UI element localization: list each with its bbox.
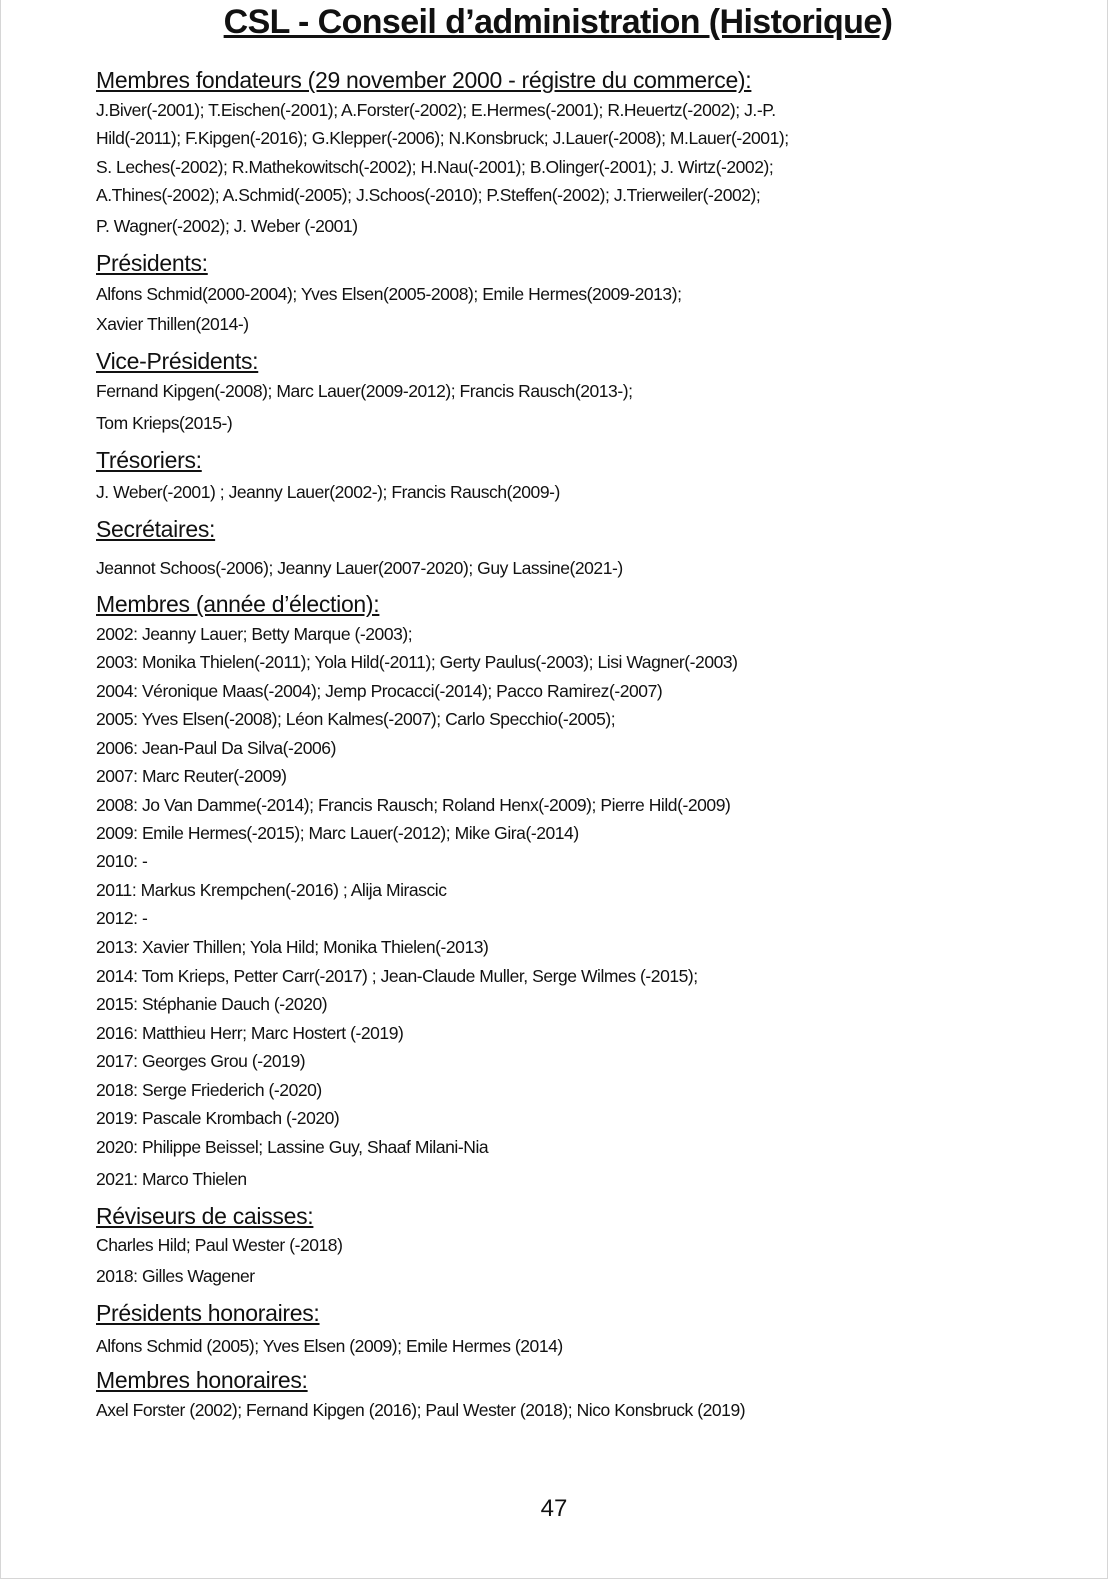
vice-presidents-line: Fernand Kipgen(-2008); Marc Lauer(2009-2012); Francis Rausch(2013-); xyxy=(96,381,633,401)
section-heading-presidents-honoraires: Présidents honoraires: xyxy=(96,1300,320,1326)
vice-presidents-line: Tom Krieps(2015-) xyxy=(96,413,233,433)
reviseurs-line: Charles Hild; Paul Wester (-2018) xyxy=(96,1235,343,1255)
fondateurs-line: A.Thines(-2002); A.Schmid(-2005); J.Schoos(-2010); P.Steffen(-2002); J.Trierweiler(-2002); xyxy=(96,185,761,205)
section-heading-secretaires: Secrétaires: xyxy=(96,516,216,542)
page-title: CSL - Conseil d’administration (Historique) xyxy=(223,3,893,41)
reviseurs-line: 2018: Gilles Wagener xyxy=(96,1266,255,1286)
membres-line: 2006: Jean-Paul Da Silva(-2006) xyxy=(96,738,336,758)
membres-line: 2019: Pascale Krombach (-2020) xyxy=(96,1108,340,1128)
membres-line: 2011: Markus Krempchen(-2016) ; Alija Mirascic xyxy=(96,880,447,900)
membres-line: 2017: Georges Grou (-2019) xyxy=(96,1051,306,1071)
fondateurs-line: J.Biver(-2001); T.Eischen(-2001); A.Forster(-2002); E.Hermes(-2001); R.Heuertz(-2002); J.-P. xyxy=(96,100,776,120)
section-heading-reviseurs: Réviseurs de caisses: xyxy=(96,1203,314,1229)
membres-line: 2021: Marco Thielen xyxy=(96,1169,247,1189)
secretaires-line: Jeannot Schoos(-2006); Jeanny Lauer(2007-2020); Guy Lassine(2021-) xyxy=(96,558,623,578)
fondateurs-line: Hild(-2011); F.Kipgen(-2016); G.Klepper(-2006); N.Konsbruck; J.Lauer(-2008); M.Lauer(-2001); xyxy=(96,128,789,148)
membres-line: 2014: Tom Krieps, Petter Carr(-2017) ; Jean-Claude Muller, Serge Wilmes (-2015); xyxy=(96,966,698,986)
membres-line: 2018: Serge Friederich (-2020) xyxy=(96,1080,322,1100)
membres-line: 2020: Philippe Beissel; Lassine Guy, Shaaf Milani-Nia xyxy=(96,1137,489,1157)
tresoriers-line: J. Weber(-2001) ; Jeanny Lauer(2002-); Francis Rausch(2009-) xyxy=(96,482,560,502)
section-heading-vice-presidents: Vice-Présidents: xyxy=(96,348,259,374)
membres-line: 2007: Marc Reuter(-2009) xyxy=(96,766,287,786)
membres-line: 2003: Monika Thielen(-2011); Yola Hild(-2011); Gerty Paulus(-2003); Lisi Wagner(-2003) xyxy=(96,652,738,672)
membres-line: 2002: Jeanny Lauer; Betty Marque (-2003); xyxy=(96,624,413,644)
section-heading-membres-honoraires: Membres honoraires: xyxy=(96,1367,308,1393)
membres-line: 2013: Xavier Thillen; Yola Hild; Monika Thielen(-2013) xyxy=(96,937,489,957)
membres-line: 2010: - xyxy=(96,851,148,871)
section-heading-tresoriers: Trésoriers: xyxy=(96,447,202,473)
membres-line: 2016: Matthieu Herr; Marc Hostert (-2019) xyxy=(96,1023,404,1043)
section-heading-presidents: Présidents: xyxy=(96,250,208,276)
section-heading-membres: Membres (année d’élection): xyxy=(96,591,380,617)
membres-line: 2015: Stéphanie Dauch (-2020) xyxy=(96,994,328,1014)
presidents-honoraires-line: Alfons Schmid (2005); Yves Elsen (2009); Emile Hermes (2014) xyxy=(96,1336,563,1356)
membres-line: 2005: Yves Elsen(-2008); Léon Kalmes(-2007); Carlo Specchio(-2005); xyxy=(96,709,616,729)
membres-line: 2008: Jo Van Damme(-2014); Francis Rausch; Roland Henx(-2009); Pierre Hild(-2009) xyxy=(96,795,731,815)
membres-line: 2009: Emile Hermes(-2015); Marc Lauer(-2012); Mike Gira(-2014) xyxy=(96,823,579,843)
section-heading-fondateurs: Membres fondateurs (29 november 2000 - régistre du commerce): xyxy=(96,67,752,93)
membres-line: 2012: - xyxy=(96,908,148,928)
presidents-line: Alfons Schmid(2000-2004); Yves Elsen(2005-2008); Emile Hermes(2009-2013); xyxy=(96,284,682,304)
membres-honoraires-line: Axel Forster (2002); Fernand Kipgen (2016); Paul Wester (2018); Nico Konsbruck (2019) xyxy=(96,1400,746,1420)
page-number: 47 xyxy=(540,1495,568,1522)
fondateurs-line: P. Wagner(-2002); J. Weber (-2001) xyxy=(96,216,358,236)
fondateurs-line: S. Leches(-2002); R.Mathekowitsch(-2002); H.Nau(-2001); B.Olinger(-2001); J. Wirtz(-2002); xyxy=(96,157,774,177)
membres-line: 2004: Véronique Maas(-2004); Jemp Procacci(-2014); Pacco Ramirez(-2007) xyxy=(96,681,663,701)
presidents-line: Xavier Thillen(2014-) xyxy=(96,314,249,334)
